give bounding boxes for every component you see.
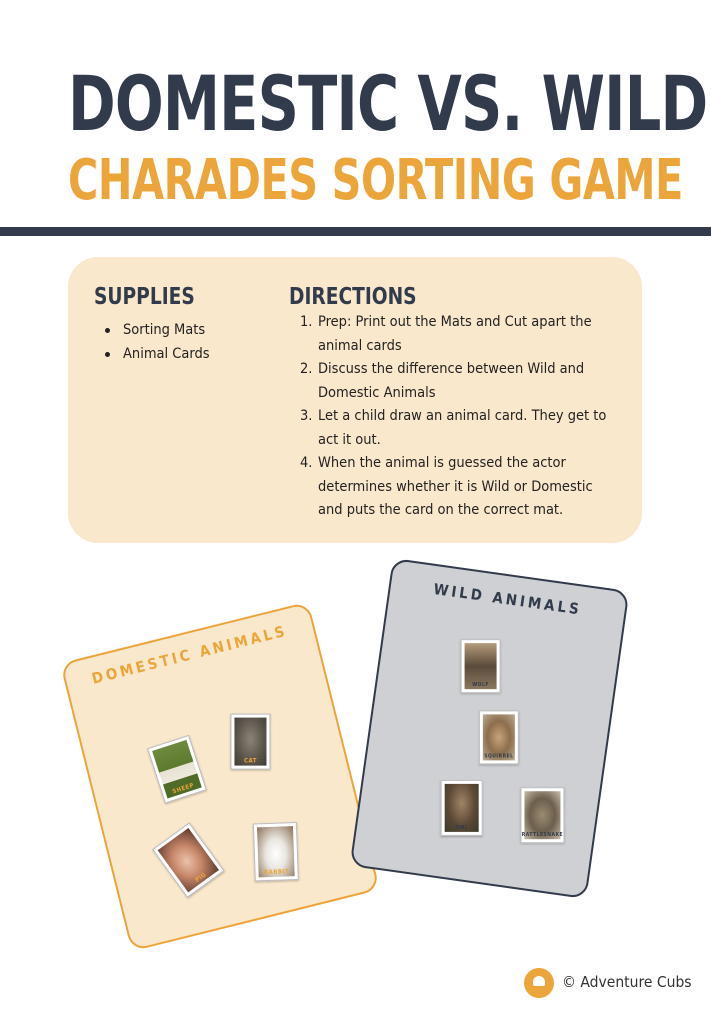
directions-heading: DIRECTIONS <box>289 284 417 310</box>
step-text: Let a child draw an animal card. They get to act it out. <box>318 408 607 448</box>
card-label: PIG <box>194 871 208 884</box>
adventure-cubs-logo-icon <box>524 968 554 998</box>
card-label: RABBIT <box>263 868 290 877</box>
supplies-item: Animal Cards <box>103 342 210 366</box>
wild-mat-title: WILD ANIMALS <box>432 579 583 619</box>
card-label: SQUIRREL <box>484 753 514 760</box>
animal-card-rattlesnake[interactable] <box>520 787 564 843</box>
animal-card-wolf[interactable] <box>461 639 501 693</box>
step-text: When the animal is guessed the actor determines whether it is Wild or Domestic and puts the card on the correct mat. <box>318 455 593 518</box>
animal-card-rabbit[interactable] <box>253 822 299 882</box>
header-divider <box>0 227 711 236</box>
card-label: SHEEP <box>171 781 195 796</box>
animal-card-sheep[interactable] <box>147 735 207 804</box>
card-label: OWL <box>455 824 469 831</box>
animal-card-cat[interactable] <box>230 714 270 770</box>
supplies-heading: SUPPLIES <box>94 284 195 310</box>
supplies-list <box>103 318 210 366</box>
step-text: Prep: Print out the Mats and Cut apart the animal cards <box>318 314 592 354</box>
page-title-line1: DOMESTIC VS. WILD <box>68 59 708 148</box>
direction-step <box>300 358 620 405</box>
supplies-item: Sorting Mats <box>103 318 210 342</box>
animal-card-squirrel[interactable] <box>479 710 519 764</box>
step-number: 1. <box>300 314 313 330</box>
direction-step <box>300 452 620 523</box>
copyright-text: © Adventure Cubs <box>562 973 692 991</box>
step-number: 2. <box>300 361 313 377</box>
card-label: RATTLESNAKE <box>521 832 564 839</box>
direction-step <box>300 405 620 452</box>
animal-card-owl[interactable] <box>441 780 483 836</box>
domestic-mat-title: DOMESTIC ANIMALS <box>90 621 290 688</box>
card-label: WOLF <box>472 682 489 689</box>
direction-step <box>300 311 620 358</box>
directions-list <box>300 311 620 523</box>
wild-animals-mat <box>350 558 630 899</box>
card-label: CAT <box>244 757 257 765</box>
page-title-line2: CHARADES SORTING GAME <box>68 148 683 213</box>
step-number: 3. <box>300 408 313 424</box>
animal-card-pig[interactable] <box>152 822 224 898</box>
domestic-animals-mat <box>60 601 380 951</box>
step-text: Discuss the difference between Wild and Domestic Animals <box>318 361 585 401</box>
step-number: 4. <box>300 455 313 471</box>
